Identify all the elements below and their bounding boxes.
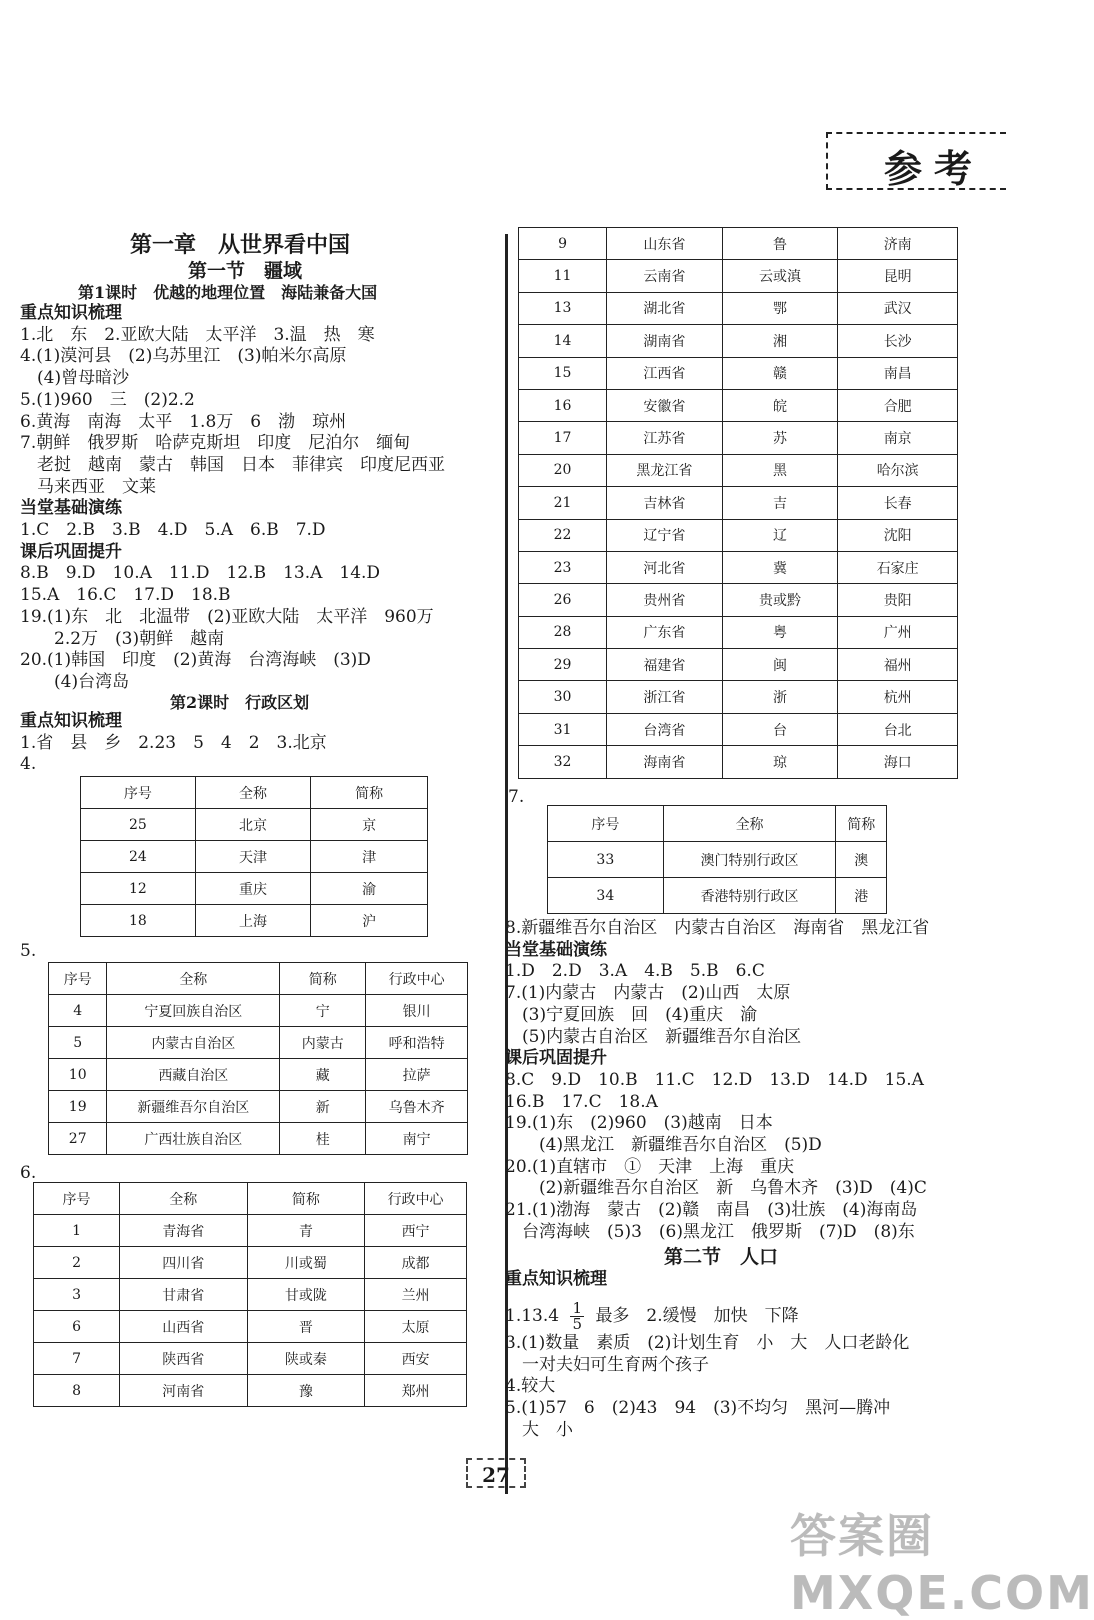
table-cell: 武汉 [838, 292, 958, 324]
table-cell: 香港特别行政区 [663, 878, 836, 914]
table-cell: 贵州省 [607, 584, 723, 616]
table-cell: 渝 [311, 873, 428, 905]
table-cell: 辽宁省 [607, 519, 723, 551]
table-cell: 台北 [838, 713, 958, 745]
table-cell: 江苏省 [607, 422, 723, 454]
table-cell: 青 [247, 1215, 365, 1247]
answer-line: 8.B 9.D 10.A 11.D 12.B 13.A 14.D [20, 563, 381, 584]
table-q4 [80, 776, 428, 937]
table-cell: 山西省 [120, 1311, 247, 1343]
table-q5 [48, 962, 468, 1155]
answer-line: 7.(1)内蒙古 内蒙古 (2)山西 太原 [505, 983, 791, 1004]
answer-line: 1.省 县 乡 2.23 5 4 2 3.北京 [20, 732, 327, 753]
answer-line: 8.C 9.D 10.B 11.C 12.D 13.D 14.D 15.A [505, 1069, 924, 1090]
table-cell: 17 [519, 422, 607, 454]
table-cell: 15 [519, 357, 607, 389]
table-row [519, 487, 958, 519]
table-cell: 4 [49, 995, 107, 1027]
table-cell: 5 [49, 1027, 107, 1059]
table-cell: 内蒙古自治区 [107, 1027, 280, 1059]
table-cell: 藏 [280, 1059, 366, 1091]
table-row [519, 519, 958, 551]
table-cell: 哈尔滨 [838, 454, 958, 486]
answer-line: 16.B 17.C 18.A [505, 1091, 658, 1112]
table-cell: 甘或陇 [247, 1279, 365, 1311]
table-cell: 34 [548, 878, 664, 914]
lesson-title-2: 第2课时 行政区划 [170, 693, 310, 712]
pop-heading: 重点知识梳理 [505, 1269, 607, 1289]
table-cell: 江西省 [607, 357, 723, 389]
table-cell: 拉萨 [366, 1059, 468, 1091]
answer-line: 大 小 [505, 1419, 573, 1440]
table-cell: 湖南省 [607, 325, 723, 357]
table-row [519, 228, 958, 260]
answer-line: 1.D 2.D 3.A 4.B 5.B 6.C [505, 961, 765, 982]
table-cell: 26 [519, 584, 607, 616]
table-header-cell: 简称 [247, 1183, 365, 1215]
answer-line: 21.(1)渤海 蒙古 (2)赣 南昌 (3)壮族 (4)海南岛 [505, 1200, 918, 1221]
pop-answer-1 [505, 1298, 799, 1334]
table-row [519, 260, 958, 292]
table-cell: 海南省 [607, 746, 723, 778]
table-cell: 浙江省 [607, 681, 723, 713]
table-cell: 29 [519, 649, 607, 681]
watermark: 答案圈 MXQE.COM [790, 1509, 1094, 1620]
table-cell: 长沙 [838, 325, 958, 357]
table-cell: 安徽省 [607, 389, 723, 421]
answer-line: 一对夫妇可生育两个孩子 [505, 1354, 709, 1375]
table-cell: 南京 [838, 422, 958, 454]
table-row [519, 551, 958, 583]
table-cell: 广州 [838, 616, 958, 648]
table-cell: 皖 [722, 389, 838, 421]
table-cell: 成都 [365, 1247, 467, 1279]
table-cell: 上海 [195, 905, 311, 937]
table-cell: 沈阳 [838, 519, 958, 551]
table-row [34, 1311, 467, 1343]
table-cell: 福建省 [607, 649, 723, 681]
table-cell: 西藏自治区 [107, 1059, 280, 1091]
table-cell: 3 [34, 1279, 120, 1311]
table-cell: 闽 [722, 649, 838, 681]
fraction-numerator: 1 [572, 1299, 583, 1317]
section-heading: 课后巩固提升 [505, 1048, 607, 1069]
table-cell: 沪 [311, 905, 428, 937]
table-cell: 11 [519, 260, 607, 292]
table-cell: 四川省 [120, 1247, 247, 1279]
section-title-2: 第二节 人口 [664, 1246, 779, 1268]
table-row [519, 681, 958, 713]
answer-line: 4.较大 [505, 1376, 556, 1397]
answer-line: (5)内蒙古自治区 新疆维吾尔自治区 [505, 1026, 802, 1047]
table-header-row [34, 1183, 467, 1215]
answer-line: (4)曾母暗沙 [20, 368, 130, 389]
reference-banner [826, 132, 1006, 190]
table-cell: 13 [519, 292, 607, 324]
table-cell: 广西壮族自治区 [107, 1123, 280, 1155]
table-cell: 台湾省 [607, 713, 723, 745]
answer-line: 6.黄海 南海 太平 1.8万 6 渤 琼州 [20, 411, 347, 432]
table-cell: 桂 [280, 1123, 366, 1155]
table-cell: 28 [519, 616, 607, 648]
table-cell: 澳门特别行政区 [663, 842, 836, 878]
label-q6: 6. [20, 1163, 37, 1183]
table-header-cell: 全称 [107, 963, 280, 995]
table-cell: 京 [311, 809, 428, 841]
section-heading: 当堂基础演练 [505, 939, 607, 960]
table-row [519, 713, 958, 745]
table-cell: 山东省 [607, 228, 723, 260]
table-row [49, 1059, 468, 1091]
answer-line: (3)宁夏回族 回 (4)重庆 渝 [505, 1004, 758, 1025]
table-row [519, 454, 958, 486]
table-cell: 长春 [838, 487, 958, 519]
table-q7 [547, 805, 887, 914]
table-cell: 黑龙江省 [607, 454, 723, 486]
table-cell: 津 [311, 841, 428, 873]
table-row [519, 292, 958, 324]
answer-line: 5.(1)57 6 (2)43 94 (3)不均匀 黑河—腾冲 [505, 1398, 891, 1419]
table-cell: 20 [519, 454, 607, 486]
table-row [519, 746, 958, 778]
table-row [81, 905, 428, 937]
table-cell: 25 [81, 809, 196, 841]
section-heading: 重点知识梳理 [20, 711, 122, 731]
table-cell: 9 [519, 228, 607, 260]
table-cell: 宁 [280, 995, 366, 1027]
table-cell: 晋 [247, 1311, 365, 1343]
table-cell: 鲁 [722, 228, 838, 260]
section-heading: 重点知识梳理 [20, 303, 122, 323]
table-cell: 吉 [722, 487, 838, 519]
table-cell: 郑州 [365, 1375, 467, 1407]
answer-line: 4.(1)漠河县 (2)乌苏里江 (3)帕米尔高原 [20, 346, 347, 367]
table-cell: 19 [49, 1091, 107, 1123]
fraction [570, 1301, 584, 1332]
table-cell: 陕或秦 [247, 1343, 365, 1375]
table-cell: 12 [81, 873, 196, 905]
answer-line: 1.北 东 2.亚欧大陆 太平洋 3.温 热 寒 [20, 324, 375, 345]
table-row [519, 584, 958, 616]
answer-line: 4. [20, 754, 37, 775]
table-header-cell: 简称 [280, 963, 366, 995]
table-cell: 川或蜀 [247, 1247, 365, 1279]
answer-line: 19.(1)东 北 北温带 (2)亚欧大陆 太平洋 960万 [20, 606, 434, 627]
table-cell: 北京 [195, 809, 311, 841]
table-header-row [548, 806, 887, 842]
answer-line: 老挝 越南 蒙古 韩国 日本 菲律宾 印度尼西亚 [20, 454, 445, 475]
table-row [548, 842, 887, 878]
table-cell: 合肥 [838, 389, 958, 421]
table-cell: 云南省 [607, 260, 723, 292]
table-cell: 豫 [247, 1375, 365, 1407]
table-cell: 14 [519, 325, 607, 357]
page-number: 27 [466, 1458, 526, 1488]
table-cell: 南宁 [366, 1123, 468, 1155]
table-cell: 呼和浩特 [366, 1027, 468, 1059]
table-row [519, 357, 958, 389]
answer-line: (4)黑龙江 新疆维吾尔自治区 (5)D [505, 1135, 822, 1155]
table-cell: 台 [722, 713, 838, 745]
table-row [34, 1247, 467, 1279]
table-cell: 辽 [722, 519, 838, 551]
table-row [49, 1027, 468, 1059]
table-cell: 河北省 [607, 551, 723, 583]
table-cell: 兰州 [365, 1279, 467, 1311]
table-row [81, 809, 428, 841]
table-cell: 鄂 [722, 292, 838, 324]
answer-line: 19.(1)东 (2)960 (3)越南 日本 [505, 1113, 773, 1134]
table-cell: 新疆维吾尔自治区 [107, 1091, 280, 1123]
table-cell: 1 [34, 1215, 120, 1247]
table-cell: 粤 [722, 616, 838, 648]
table-cell: 甘肃省 [120, 1279, 247, 1311]
table-cell: 33 [548, 842, 664, 878]
table-header-cell: 序号 [81, 777, 196, 809]
table-cell: 贵或黔 [722, 584, 838, 616]
table-row [519, 649, 958, 681]
answer-line: (2)新疆维吾尔自治区 新 乌鲁木齐 (3)D (4)C [505, 1178, 927, 1199]
table-cell: 西安 [365, 1343, 467, 1375]
fraction-denominator: 5 [572, 1315, 583, 1333]
pop-answer-1-pre: 1.13.4 [505, 1306, 560, 1326]
table-row [49, 995, 468, 1027]
table-cell: 吉林省 [607, 487, 723, 519]
table-cell: 18 [81, 905, 196, 937]
table-cell: 西宁 [365, 1215, 467, 1247]
section-title-1: 第一节 疆域 [188, 260, 303, 282]
table-cell: 广东省 [607, 616, 723, 648]
label-q7: 7. [508, 787, 525, 807]
table-cell: 云或滇 [722, 260, 838, 292]
answer-line: 台湾海峡 (5)3 (6)黑龙江 俄罗斯 (7)D (8)东 [505, 1221, 915, 1242]
table-cell: 7 [34, 1343, 120, 1375]
table-cell: 昆明 [838, 260, 958, 292]
label-q5: 5. [20, 941, 37, 961]
answer-line: 5.(1)960 三 (2)2.2 [20, 389, 195, 410]
table-cell: 苏 [722, 422, 838, 454]
table-cell: 新 [280, 1091, 366, 1123]
table-cell: 8 [34, 1375, 120, 1407]
table-header-row [49, 963, 468, 995]
table-cell: 贵阳 [838, 584, 958, 616]
table-cell: 石家庄 [838, 551, 958, 583]
answer-line: 2.2万 (3)朝鲜 越南 [20, 628, 225, 649]
table-cell: 32 [519, 746, 607, 778]
table-cell: 6 [34, 1311, 120, 1343]
table-cell: 内蒙古 [280, 1027, 366, 1059]
table-row [519, 325, 958, 357]
table-cell: 2 [34, 1247, 120, 1279]
table-cell: 太原 [365, 1311, 467, 1343]
table-header-cell: 简称 [836, 806, 887, 842]
table-cell: 琼 [722, 746, 838, 778]
table-cell: 31 [519, 713, 607, 745]
table-row [34, 1279, 467, 1311]
answer-line: 20.(1)韩国 印度 (2)黄海 台湾海峡 (3)D [20, 650, 371, 671]
table-cell: 河南省 [120, 1375, 247, 1407]
chapter-title: 第一章 从世界看中国 [130, 232, 351, 258]
table-cell: 22 [519, 519, 607, 551]
answer-line: 15.A 16.C 17.D 18.B [20, 585, 231, 606]
table-cell: 赣 [722, 357, 838, 389]
table-q6-continued [518, 227, 958, 779]
table-cell: 湖北省 [607, 292, 723, 324]
table-cell: 浙 [722, 681, 838, 713]
table-row [34, 1343, 467, 1375]
table-row [49, 1123, 468, 1155]
table-row [548, 878, 887, 914]
table-cell: 冀 [722, 551, 838, 583]
answer-line: (4)台湾岛 [20, 671, 130, 692]
table-header-cell: 序号 [34, 1183, 120, 1215]
table-cell: 港 [836, 878, 887, 914]
table-cell: 黑 [722, 454, 838, 486]
table-cell: 湘 [722, 325, 838, 357]
table-cell: 银川 [366, 995, 468, 1027]
table-header-cell: 序号 [49, 963, 107, 995]
table-row [519, 389, 958, 421]
table-row [519, 422, 958, 454]
table-cell: 福州 [838, 649, 958, 681]
table-header-cell: 全称 [195, 777, 311, 809]
table-row [34, 1375, 467, 1407]
answer-line: 8.新疆维吾尔自治区 内蒙古自治区 海南省 黑龙江省 [505, 918, 930, 938]
table-header-cell: 行政中心 [365, 1183, 467, 1215]
table-cell: 济南 [838, 228, 958, 260]
table-cell: 16 [519, 389, 607, 421]
table-cell: 乌鲁木齐 [366, 1091, 468, 1123]
table-cell: 重庆 [195, 873, 311, 905]
answer-line: 1.C 2.B 3.B 4.D 5.A 6.B 7.D [20, 520, 326, 540]
table-cell: 青海省 [120, 1215, 247, 1247]
lesson-title-1: 第1课时 优越的地理位置 海陆兼备大国 [78, 283, 378, 302]
table-row [81, 873, 428, 905]
table-cell: 23 [519, 551, 607, 583]
answer-line: 3.(1)数量 素质 (2)计划生育 小 大 人口老龄化 [505, 1333, 910, 1353]
answer-line: 马来西亚 文莱 [20, 476, 156, 497]
table-row [49, 1091, 468, 1123]
table-q6 [33, 1182, 467, 1407]
table-cell: 10 [49, 1059, 107, 1091]
section-heading: 当堂基础演练 [20, 498, 122, 519]
table-row [81, 841, 428, 873]
banner-title: 参考 [884, 146, 985, 191]
table-cell: 24 [81, 841, 196, 873]
table-header-cell: 全称 [120, 1183, 247, 1215]
table-row [519, 616, 958, 648]
table-cell: 澳 [836, 842, 887, 878]
table-cell: 海口 [838, 746, 958, 778]
table-cell: 南昌 [838, 357, 958, 389]
table-header-cell: 行政中心 [366, 963, 468, 995]
table-header-cell: 序号 [548, 806, 664, 842]
section-heading: 课后巩固提升 [20, 541, 122, 562]
table-cell: 杭州 [838, 681, 958, 713]
table-row [34, 1215, 467, 1247]
table-header-cell: 全称 [663, 806, 836, 842]
table-header-row [81, 777, 428, 809]
table-cell: 宁夏回族自治区 [107, 995, 280, 1027]
table-cell: 21 [519, 487, 607, 519]
answer-line: 20.(1)直辖市 ① 天津 上海 重庆 [505, 1156, 795, 1177]
table-header-cell: 简称 [311, 777, 428, 809]
table-cell: 天津 [195, 841, 311, 873]
pop-answer-1-post: 最多 2.缓慢 加快 下降 [595, 1306, 799, 1326]
table-cell: 27 [49, 1123, 107, 1155]
table-cell: 陕西省 [120, 1343, 247, 1375]
answer-line: 7.朝鲜 俄罗斯 哈萨克斯坦 印度 尼泊尔 缅甸 [20, 433, 411, 454]
table-cell: 30 [519, 681, 607, 713]
